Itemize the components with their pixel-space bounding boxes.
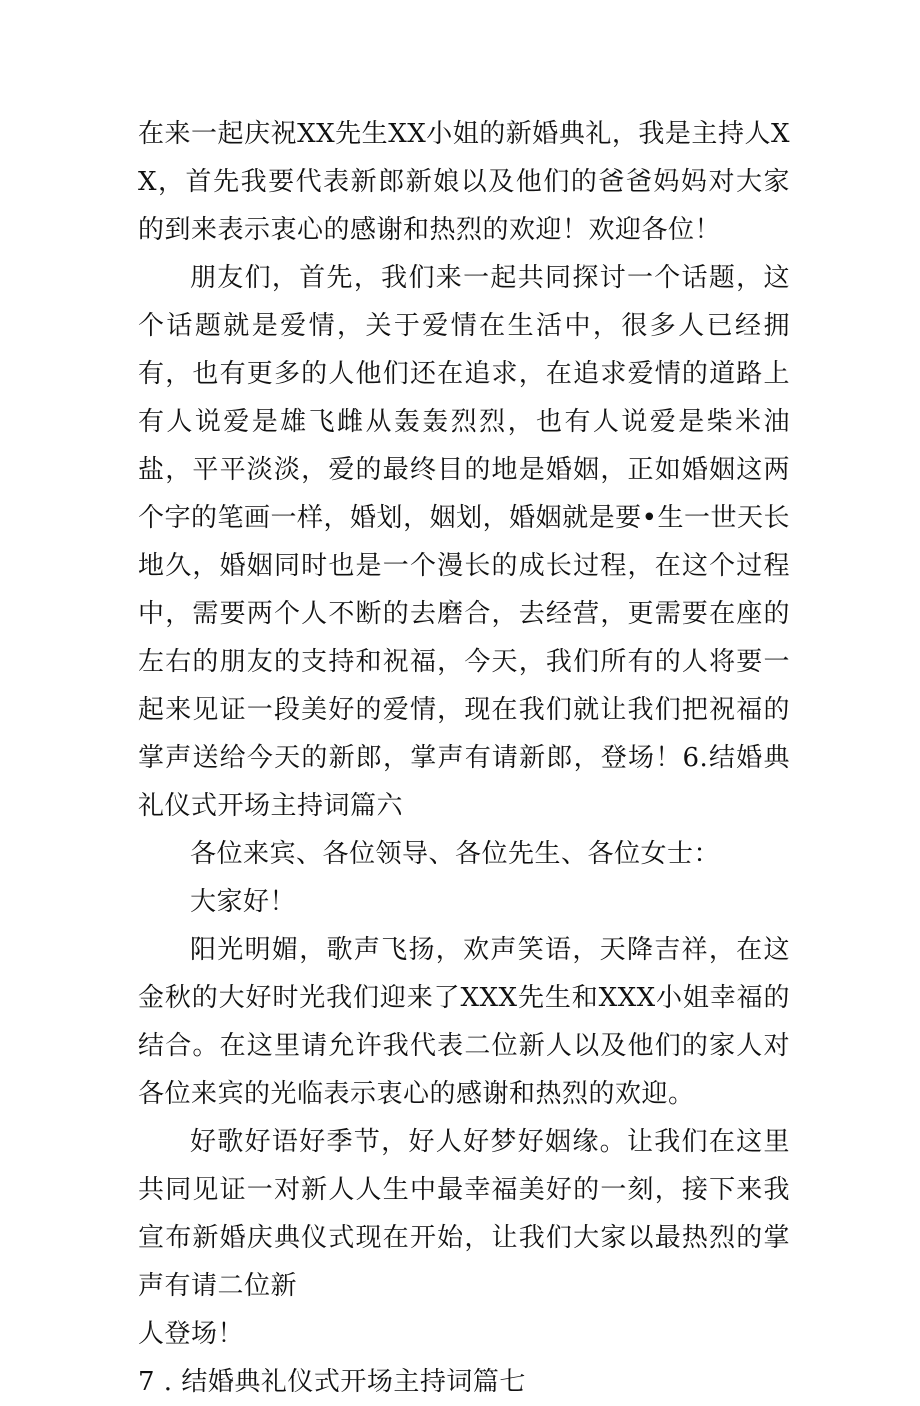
paragraph-greeting-guests: 各位来宾、各位领导、各位先生、各位女士： (190, 839, 721, 869)
paragraph-hello: 大家好！ (190, 887, 297, 917)
paragraph-good-songs: 好歌好语好季节，好人好梦好姻缘。让我们在这里共同见证一对新人人生中最幸福美好的一刻，接下来我宣布新婚庆典仪式现在开始，让我们大家以最热烈的掌声有请二位新 (138, 1127, 790, 1301)
paragraph-love-topic: 朋友们，首先，我们来一起共同探讨一个话题，这个话题就是爱情，关于爱情在生活中，很多人已经拥有，也有更多的人他们还在追求，在追求爱情的道路上有人说爱是雄飞雌从轰轰烈烈，也有人说爱是柴米油盐，平平淡淡，爱的最终目的地是婚姻，正如婚姻这两个字的笔画一样，婚划，姻划，婚姻就是要•生一世天长地久，婚姻同时也是一个漫长的成长过程，在这个过程中，需要两个人不断的去磨合，去经营，更需要在座的左右的朋友的支持和祝福，今天，我们所有的人将要一起来见证一段美好的爱情，现在我们就让我们把祝福的掌声送给今天的新郎，掌声有请新郎，登场！6.结婚典礼仪式开场主持词篇六 (138, 263, 790, 821)
section-heading-seven: 7 . 结婚典礼仪式开场主持词篇七 (138, 1367, 526, 1397)
paragraph-opening: 在来一起庆祝XX先生XX小姐的新婚典礼，我是主持人XX，首先我要代表新郎新娘以及他们的爸爸妈妈对大家的到来表示衷心的感谢和热烈的欢迎！欢迎各位！ (138, 119, 790, 245)
paragraph-sunshine: 阳光明媚，歌声飞扬，欢声笑语，天降吉祥，在这金秋的大好时光我们迎来了XXX先生和XXX小姐幸福的结合。在这里请允许我代表二位新人以及他们的家人对各位来宾的光临表示衷心的感谢和热烈的欢迎。 (138, 935, 790, 1109)
document-body (138, 110, 790, 1406)
paragraph-entrance: 人登场！ (138, 1319, 245, 1349)
